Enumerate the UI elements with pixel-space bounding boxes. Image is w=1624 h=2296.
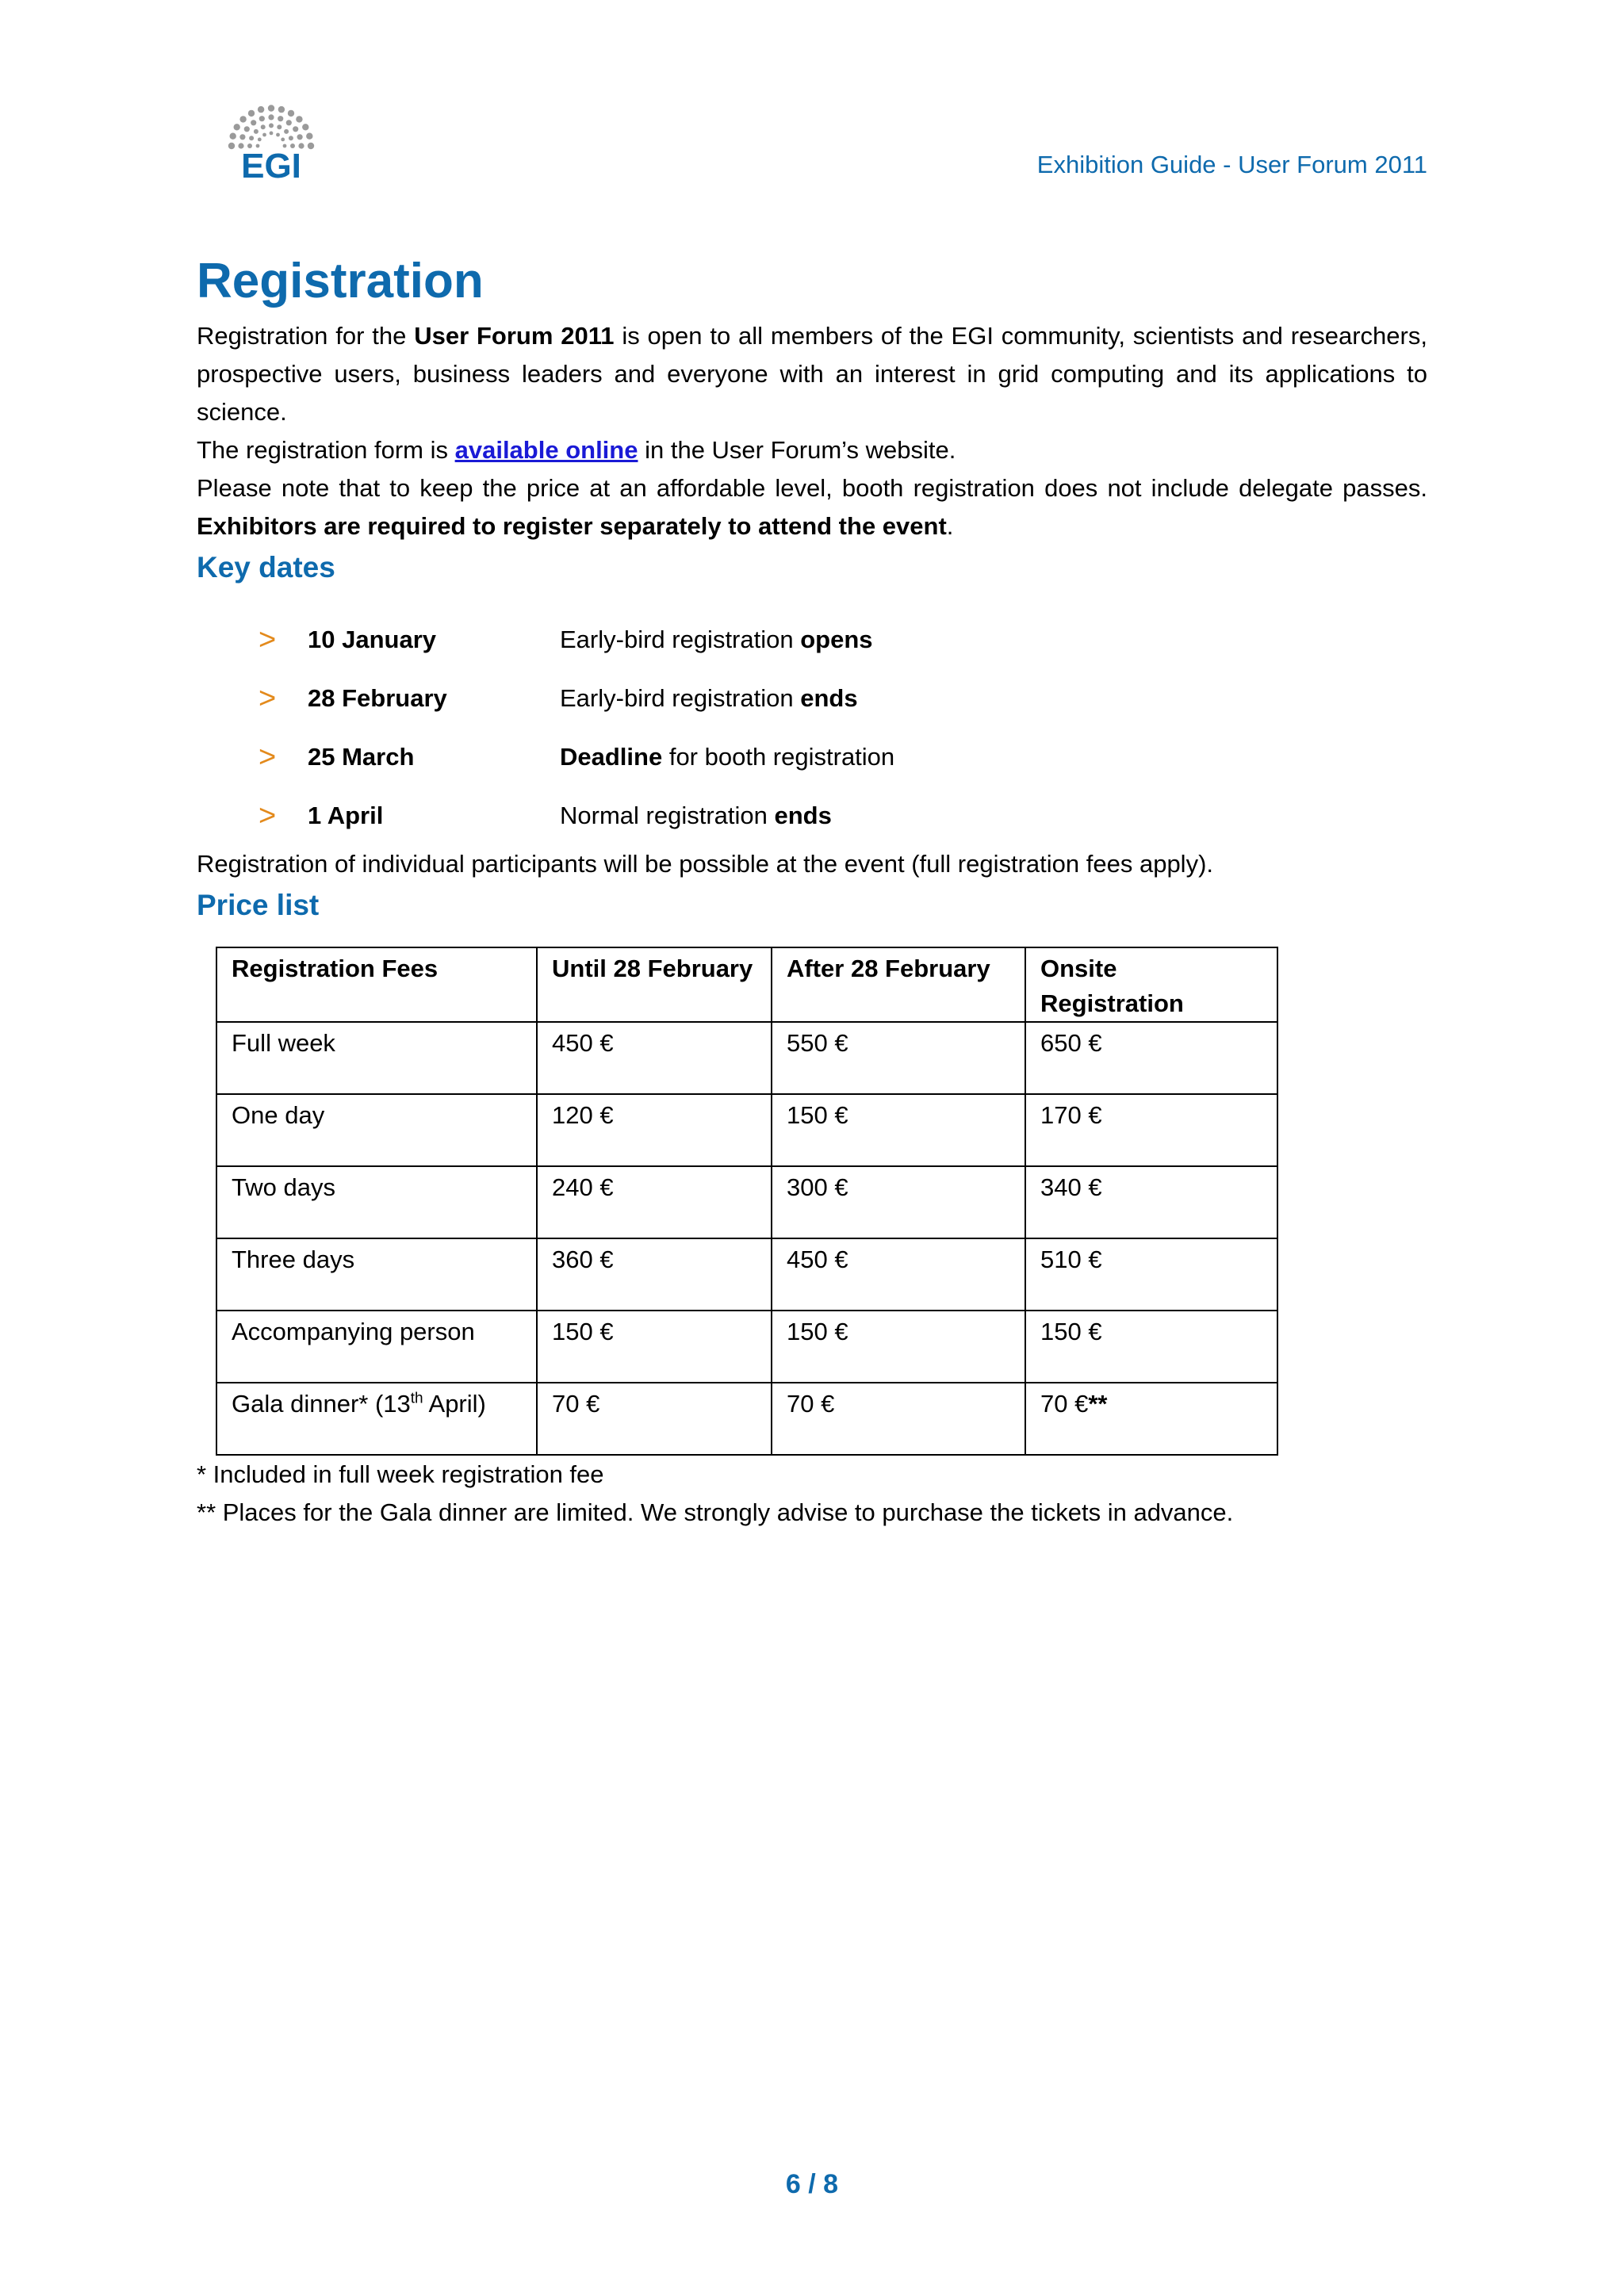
available-online-link[interactable]: available online — [454, 436, 638, 464]
page-title: Registration — [197, 254, 484, 308]
key-date-item — [259, 786, 1427, 845]
footnote-one: * Included in full week registration fee — [197, 1460, 604, 1488]
footnote-two: ** Places for the Gala dinner are limited. We strongly advise to purchase the tickets in advance. — [197, 1498, 1234, 1526]
key-date-text: Early-bird registration — [560, 684, 801, 712]
gala-label-start: Gala dinner* (13 — [232, 1390, 411, 1418]
note-paragraph — [197, 469, 1427, 545]
column-header: Until 28 February — [537, 947, 772, 1022]
table-cell: 150 € — [1025, 1311, 1277, 1383]
table-row — [216, 1166, 1277, 1238]
table-cell: 150 € — [772, 1311, 1025, 1383]
table-cell: 650 € — [1025, 1022, 1277, 1094]
key-date-bold: ends — [800, 684, 858, 712]
intro-paragraph — [197, 317, 1427, 431]
table-cell: 70 € — [537, 1383, 772, 1455]
chevron-right-icon: > — [259, 740, 277, 774]
price-table-header-row — [216, 947, 1277, 1022]
price-table — [216, 947, 1278, 1456]
page-number: 6 / 8 — [785, 2169, 839, 2199]
gala-label-end: April) — [423, 1390, 486, 1418]
table-cell: 150 € — [772, 1094, 1025, 1166]
key-date-date: 25 March — [308, 743, 415, 771]
key-date-item — [259, 669, 1427, 728]
key-date-description — [560, 802, 832, 830]
gala-label-superscript: th — [410, 1390, 423, 1407]
header-title: Exhibition Guide - User Forum 2011 — [1036, 151, 1427, 178]
table-cell: 120 € — [537, 1094, 772, 1166]
chevron-right-icon: > — [259, 799, 277, 832]
key-date-description — [560, 743, 894, 771]
key-date-item — [259, 728, 1427, 786]
note-period: . — [946, 512, 954, 540]
intro-event-name: User Forum 2011 — [414, 322, 615, 350]
gala-onsite-footnote-mark: ** — [1088, 1390, 1108, 1418]
key-dates-heading: Key dates — [197, 551, 335, 584]
key-date-bold: ends — [774, 802, 832, 829]
key-date-date: 1 April — [308, 802, 384, 829]
form-paragraph — [197, 431, 1427, 469]
key-date-text: for booth registration — [662, 743, 895, 771]
table-row-gala-dinner — [216, 1383, 1277, 1455]
egi-logo — [216, 97, 327, 184]
key-date-bold: Deadline — [560, 743, 663, 771]
chevron-right-icon: > — [259, 623, 277, 656]
table-cell: 360 € — [537, 1238, 772, 1311]
chevron-right-icon: > — [259, 682, 277, 715]
form-text-start: The registration form is — [197, 436, 455, 464]
column-header: Registration Fees — [216, 947, 537, 1022]
table-cell: 70 € — [772, 1383, 1025, 1455]
table-cell: Three days — [216, 1238, 537, 1311]
table-cell: One day — [216, 1094, 537, 1166]
table-cell: 450 € — [537, 1022, 772, 1094]
key-date-item — [259, 610, 1427, 669]
key-date-text: Normal registration — [560, 802, 775, 829]
table-cell: Full week — [216, 1022, 537, 1094]
note-emphasis: Exhibitors are required to register separately to attend the event — [197, 512, 947, 540]
table-cell — [216, 1383, 537, 1455]
table-cell: 510 € — [1025, 1238, 1277, 1311]
key-date-bold: opens — [800, 626, 873, 653]
key-date-date: 28 February — [308, 684, 447, 712]
table-cell: 450 € — [772, 1238, 1025, 1311]
key-dates-list — [197, 610, 1427, 845]
table-row — [216, 1238, 1277, 1311]
svg-text:EGI: EGI — [241, 147, 301, 184]
note-text: Please note that to keep the price at an affordable level, booth registration does not include delegate passes. — [197, 474, 1427, 502]
table-cell: 340 € — [1025, 1166, 1277, 1238]
table-cell: 300 € — [772, 1166, 1025, 1238]
key-date-description — [560, 684, 858, 713]
key-date-description — [560, 626, 873, 654]
table-cell — [1025, 1383, 1277, 1455]
key-date-text: Early-bird registration — [560, 626, 801, 653]
price-list-heading: Price list — [197, 889, 320, 921]
table-cell: 550 € — [772, 1022, 1025, 1094]
table-cell: 240 € — [537, 1166, 772, 1238]
table-cell: 170 € — [1025, 1094, 1277, 1166]
table-cell: Two days — [216, 1166, 537, 1238]
table-row — [216, 1022, 1277, 1094]
key-date-date: 10 January — [308, 626, 436, 653]
main-content — [197, 246, 1427, 1532]
table-row — [216, 1094, 1277, 1166]
table-cell: Accompanying person — [216, 1311, 537, 1383]
key-dates-note: Registration of individual participants will be possible at the event (full registration fees apply). — [197, 850, 1214, 878]
form-text-end: in the User Forum’s website. — [638, 436, 956, 464]
column-header: After 28 February — [772, 947, 1025, 1022]
intro-text-end: is open to all members of the EGI community, scientists and researchers, prospective users, business leaders and everyone with an interest in grid computing and its applications to science. — [197, 322, 1427, 426]
intro-text-start: Registration for the — [197, 322, 415, 350]
table-cell: 150 € — [537, 1311, 772, 1383]
table-row — [216, 1311, 1277, 1383]
gala-onsite-price: 70 € — [1040, 1390, 1089, 1418]
column-header: Onsite Registration — [1025, 947, 1277, 1022]
